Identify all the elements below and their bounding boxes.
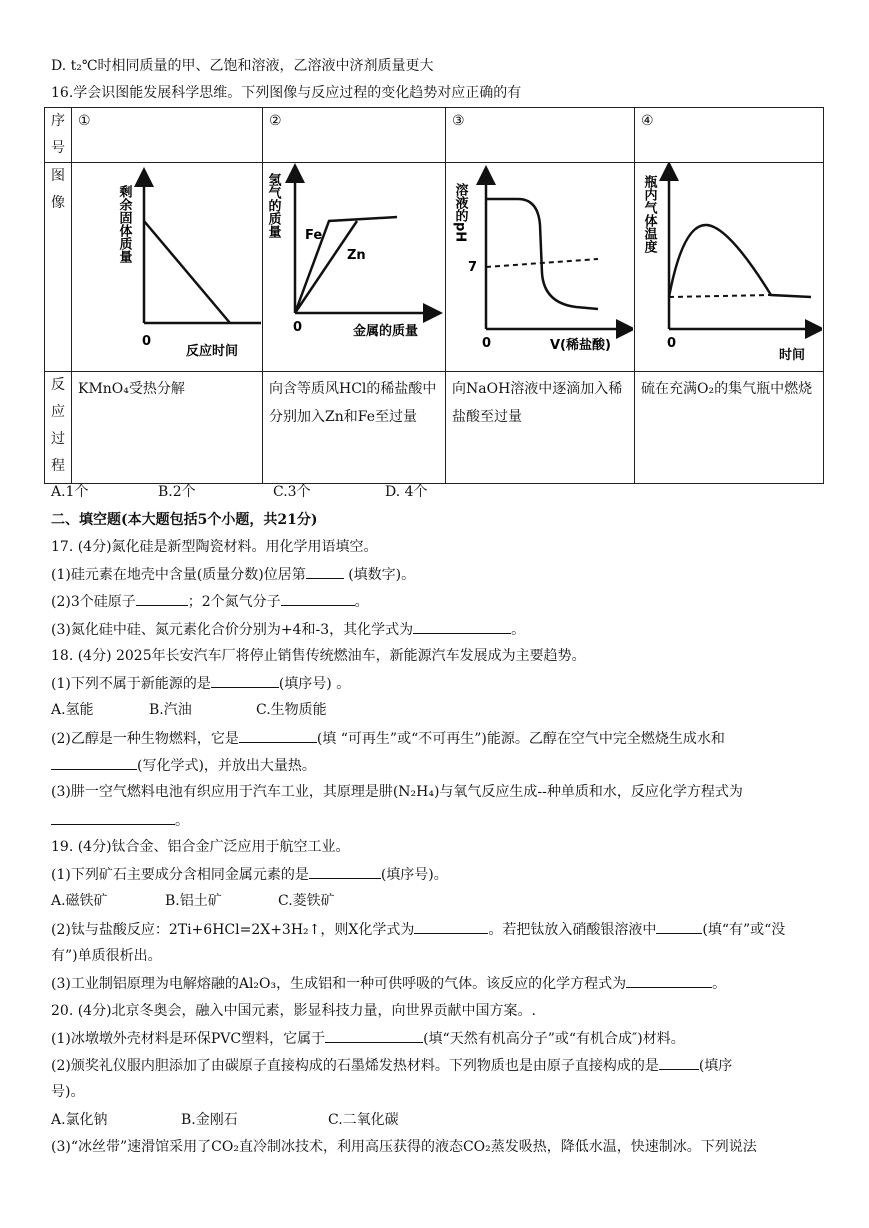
q17-blank-1[interactable] — [306, 564, 344, 579]
process-3: 向NaOH溶液中逐滴加入稀盐酸至过量 — [446, 372, 635, 484]
q19-part2-cont: 有”)单质很析出。 — [51, 948, 162, 964]
q18-blank-3[interactable] — [51, 755, 137, 770]
graph-2-ylabel: 氢气的质量 — [265, 173, 281, 238]
graph-3-cell — [446, 163, 635, 372]
process-1: KMnO₄受热分解 — [72, 372, 263, 484]
graph-4-origin: 0 — [667, 336, 677, 351]
q20-options: A.氯化钠 B.金刚石 C.二氧化碳 — [51, 1112, 399, 1128]
col-id-3: ③ — [446, 108, 635, 163]
q20-part1: (1)冰墩墩外壳材料是环保PVC塑料，它属于 (填“天然有机高分子”或“有机合成″)材料。 — [51, 1028, 685, 1049]
graph-4-xlabel: 时间 — [779, 348, 806, 363]
q18-options: A.氢能 B.汽油 C.生物质能 — [51, 702, 327, 718]
q18-part1: (1)下列不属于新能源的是 (填序号) 。 — [51, 673, 350, 694]
graph-2 — [263, 163, 444, 367]
q20-blank-2[interactable] — [659, 1055, 699, 1070]
q20-part3: (3)“冰丝带”速滑馆采用了CO₂直冷制冰技术，利用高压获得的液态CO₂蒸发吸热，降低水温，快速制冰。下列说法 — [51, 1139, 757, 1155]
q19-blank-2[interactable] — [414, 919, 488, 934]
q19-options: A.磁铁矿 B.铝土矿 C.菱铁矿 — [51, 893, 335, 909]
q20-part2: (2)颁奖礼仪服内胆添加了由碳原子直接构成的石墨烯发热材料。下列物质也是由原子直接构成的是 (填序 — [51, 1055, 732, 1076]
graph-1-cell — [72, 163, 263, 372]
row-label-seq: 序号 — [45, 108, 72, 163]
q17-blank-4[interactable] — [413, 619, 511, 634]
q17-blank-3[interactable] — [281, 591, 355, 606]
graph-3-origin: 0 — [482, 336, 492, 351]
q16-option-d: D. 4个 — [385, 484, 428, 500]
q16-table — [44, 107, 824, 484]
q19-part3: (3)工业制铝原理为电解熔融的Al₂O₃，生成铝和一种可供呼吸的气体。该反应的化学方程式为 。 — [51, 973, 726, 994]
q16-options — [51, 482, 428, 502]
col-id-4: ④ — [635, 108, 824, 163]
q20-stem: 20. (4分)北京冬奥会，融入中国元素，影显科技力量，向世界贡献中国方案。. — [51, 1003, 536, 1019]
q20-blank-1[interactable] — [325, 1028, 423, 1043]
q19-blank-4[interactable] — [626, 973, 712, 988]
q18-part3: (3)肼一空气燃料电池有织应用于汽车工业，其原理是肼(N₂H₄)与氧气反应生成--种单质和水，反应化学方程式为 — [51, 784, 743, 800]
process-4: 硫在充满O₂的集气瓶中燃烧 — [635, 372, 824, 484]
q16-option-c: C.3个 — [273, 484, 311, 500]
q16-stem: 16.学会识图能发展科学思维。下列图像与反应过程的变化趋势对应正确的有 — [51, 85, 522, 101]
q17-stem: 17. (4分)氮化硅是新型陶瓷材料。用化学用语填空。 — [51, 539, 378, 555]
q17-part2: (2)3个硅原子 ；2个氮气分子 。 — [51, 591, 369, 612]
q19-blank-3[interactable] — [656, 919, 702, 934]
graph-3-ylabel: 溶液的pH — [452, 183, 468, 243]
q19-part2: (2)钛与盐酸反应：2Ti+6HCl=2X+3H₂↑，则X化学式为 。若把钛放入硝酸银溶液中 (填“有”或“没 — [51, 919, 785, 940]
graph-4-cell — [635, 163, 824, 372]
graph-2-origin: 0 — [293, 320, 303, 335]
graph-3-mark-7: 7 — [468, 260, 478, 275]
graph-3-xlabel: V(稀盐酸) — [550, 338, 611, 353]
q16-option-a: A.1个 — [51, 484, 89, 500]
graph-3 — [446, 163, 633, 367]
col-id-2: ② — [263, 108, 446, 163]
q19-stem: 19. (4分)钛合金、铝合金广泛应用于航空工业。 — [51, 839, 350, 855]
graph-2-label-fe: Fe — [305, 228, 323, 243]
q17-part1: (1)硅元素在地壳中含量(质量分数)位居第 (填数字)。 — [51, 564, 415, 585]
graph-1-ylabel: 剩余固体质量 — [116, 185, 132, 263]
graph-2-label-zn: Zn — [347, 248, 366, 263]
col-id-1: ① — [72, 108, 263, 163]
graph-1 — [72, 163, 261, 367]
section-2-title: 二、填空题(本大题包括5个小题，共21分) — [51, 512, 318, 528]
q19-blank-1[interactable] — [309, 864, 381, 879]
row-label-process: 反应过程 — [45, 372, 72, 484]
q17-part3: (3)氮化硅中硅、氮元素化合价分别为+4和-3，其化学式为 。 — [51, 619, 525, 640]
q18-part2-cont: (写化学式)，并放出大量热。 — [51, 755, 316, 776]
q18-part2: (2)乙醇是一种生物燃料，它是 (填 “可再生”或“不可再生”)能源。乙醇在空气中完全燃烧生成水和 — [51, 728, 725, 749]
q18-blank-1[interactable] — [211, 673, 279, 688]
graph-2-xlabel: 金属的质量 — [353, 324, 419, 339]
q17-blank-2[interactable] — [136, 591, 188, 606]
q16-option-b: B.2个 — [158, 484, 196, 500]
q15-option-d: D. t₂℃时相同质量的甲、乙饱和溶液，乙溶液中济剂质量更大 — [51, 58, 434, 74]
graph-1-origin: 0 — [142, 334, 152, 349]
q18-part3-cont: 。 — [51, 810, 189, 831]
q19-part1: (1)下列矿石主要成分含相同金属元素的是 (填序号)。 — [51, 864, 448, 885]
q20-part2-cont: 号)。 — [51, 1084, 85, 1100]
graph-1-xlabel: 反应时间 — [186, 344, 239, 359]
q18-stem: 18. (4分) 2025年长安汽车厂将停止销售传统燃油车，新能源汽车发展成为主要趋势。 — [51, 648, 586, 664]
row-label-image: 图像 — [45, 163, 72, 372]
graph-2-cell — [263, 163, 446, 372]
process-2: 向含等质风HCl的稀盐酸中分别加入Zn和Fe至过量 — [263, 372, 446, 484]
graph-4 — [635, 163, 822, 367]
q18-blank-2[interactable] — [239, 728, 317, 743]
graph-4-ylabel: 瓶内气体温度 — [641, 175, 657, 253]
q18-blank-4[interactable] — [51, 810, 175, 825]
